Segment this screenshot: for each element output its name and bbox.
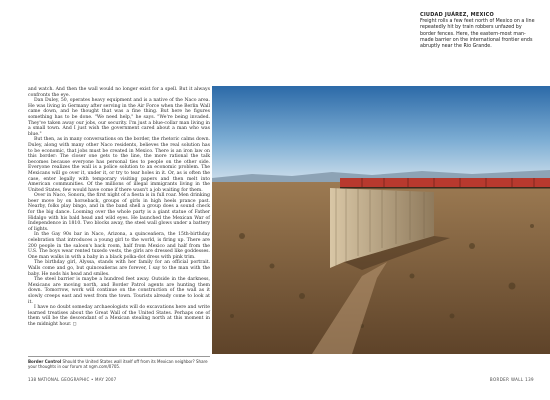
caption-title: CIUDAD JUÁREZ, MEXICO [420, 12, 494, 18]
article-paragraph: The birthday girl, Alyssa, stands with her family for an official portrait. Walls come and go, but quinceañeras are forever, I say to the man with the baby. He nods his head and smiles. [28, 260, 210, 277]
left-page [0, 0, 212, 400]
page-folio-right: BORDER WALL 139 [489, 377, 534, 382]
article-paragraph: In the Gay 90s bar in Naco, Arizona, a quinceañera, the 15th-birthday celebration that introduces a young girl to the world, is firing up. There are 200 people in the saloon's back room, half from Mexico and half from the U.S. The boys wear rented tuxedo vests, the girls are dressed like goddesses. One man walks in with a baby in a black polka-dot dress with pink trim. [28, 232, 210, 260]
article-paragraph: But then, as in many conversations on the border, the rhetoric calms down. Duley, along with many other Naco residents, believes the real solution has to be economic, that jobs must be created in Mexico. There is an iron law on this border: The closer one gets to the line, the more rational the talk becomes because everyone has personal ties to people on the other side. Everyone realizes the wall is a police solution to an economic problem. The Mexicans will go over it, under it, or try to tear holes in it. Or, as is often the case, enter legally with temporary visiting papers and then melt into American communities. Of the millions of illegal immigrants living in the United States, few would have come if there wasn't a job waiting for them. [28, 137, 210, 193]
article-paragraph: The steel barrier is maybe a hundred feet away. Outside in the darkness, Mexicans are moving north, and Border Patrol agents are hunting them down. Tomorrow, work will continue on the construction of the wall as it slowly creeps east and west from the town. Tourists already come to look at it. [28, 277, 210, 305]
article-paragraph: and watch. And then the wall would no longer exist for a spell. But it always confronts the eye. [28, 87, 210, 98]
sky [212, 86, 550, 186]
article-paragraph: Dan Duley, 50, operates heavy equipment and is a native of the Naco area. He was living in Germany after serving in the Air Force when the Berlin Wall came down, and he thought that was a fine thing. But here he figures something has to be done. "We need help," he says. "We're being invaded. They've taken away our jobs, our security. I'm just a blue-collar man living in a small town. And I just wish the government cared about a man who was blue." [28, 98, 210, 137]
footnote-text: Should the United States wall itself off from its Mexican neighbor? Share your thoughts in our forum at ngm.com/0705. [28, 359, 208, 369]
footnote-label: Border Control [28, 359, 62, 364]
caption-text: Freight rolls a few feet north of Mexico on a line repeatedly hit by train robbers unfazed by border fences. Here, the eastern-most man-made barrier on the international frontier ends abruptly near the Rio Grande. [420, 19, 535, 50]
article-paragraph: I have no doubt someday archaeologists will do excavations here and write learned treatises about the Great Wall of the United States. Perhaps one of them will be the descendant of a Mexican stealing north at this moment in the midnight hour. ◻ [28, 305, 210, 327]
freight-train [340, 178, 550, 189]
border-wall-photo [212, 86, 550, 354]
photo-caption [420, 12, 538, 50]
article-body [28, 87, 210, 328]
photo-illustration [212, 86, 550, 354]
article-paragraph: Over in Naco, Sonora, the first night of a fiesta is in full roar. Men drinking beer move by on horseback, groups of girls in high heels prance past. Nearby, folks play bingo, and in the band shell a group does a sound check for the big dance. Looming over the whole party is a giant statue of Father Hidalgo with his bald head and wild eyes. He launched the Mexican War of Independence in 1810. Two blocks away, the steel wall glows under a battery of lights. [28, 193, 210, 232]
page-folio-left: 138 NATIONAL GEOGRAPHIC • MAY 2007 [28, 377, 117, 382]
footnote [28, 356, 210, 369]
